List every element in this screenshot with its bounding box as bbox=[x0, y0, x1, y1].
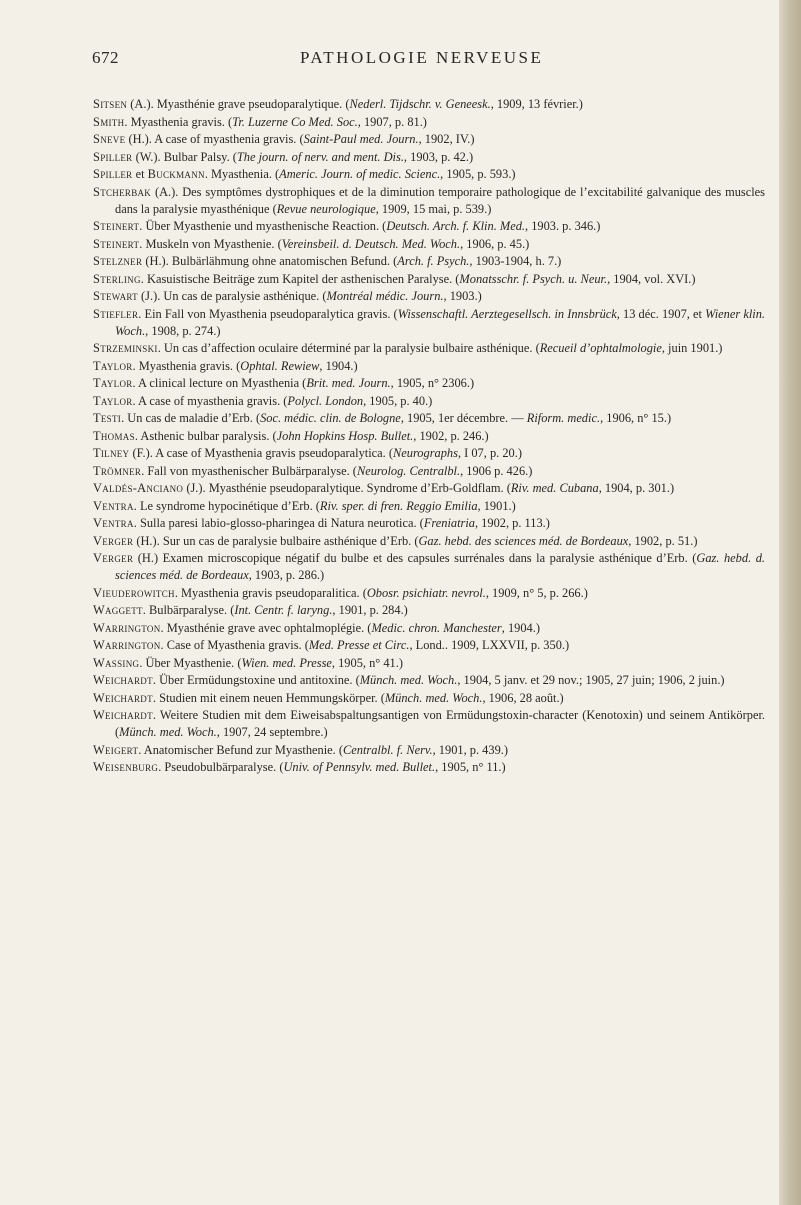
bibliography-entry bbox=[93, 288, 765, 305]
bibliography-entry bbox=[93, 428, 765, 445]
entry-citation: Münch. med. Woch. bbox=[384, 690, 483, 705]
entry-citation: Monatsschr. f. Psych. u. Neur. bbox=[459, 271, 608, 286]
entry-text: . Bulbärparalyse. ( bbox=[142, 603, 235, 617]
entry-text: , 1908, p. 274.) bbox=[145, 323, 221, 338]
page-edge-shadow bbox=[779, 0, 801, 1205]
entry-text: . Über Myasthenie. ( bbox=[139, 655, 242, 670]
entry-citation: Revue neurologique bbox=[276, 201, 376, 216]
entry-citation: Obosr. psichiatr. nevrol. bbox=[366, 585, 486, 600]
bibliography-entry bbox=[93, 742, 765, 759]
entry-text: . Asthenic bulbar paralysis. ( bbox=[134, 428, 277, 443]
entry-text: , 1903.) bbox=[443, 289, 482, 303]
bibliography-entry bbox=[93, 218, 765, 235]
entry-citation: Soc. médic. clin. de Bologne bbox=[260, 411, 401, 425]
entry-author: Verger bbox=[93, 533, 134, 548]
entry-author: Waggett bbox=[93, 603, 143, 617]
entry-text: . Myasthénie grave avec ophtalmoplégie. ( bbox=[160, 620, 372, 635]
bibliography-entry bbox=[93, 375, 765, 392]
entry-citation: Brit. med. Journ. bbox=[306, 376, 391, 390]
entry-author: Stiefler bbox=[93, 306, 139, 321]
entry-text: , 1909, n° 5, p. 266.) bbox=[485, 585, 588, 600]
entry-author: Sneve bbox=[93, 132, 126, 146]
entry-text: . Sulla paresi labio-glosso-pharingea di Natura neurotica. ( bbox=[133, 516, 424, 530]
entry-text: , 1901, p. 439.) bbox=[432, 742, 508, 757]
entry-citation: Münch. med. Woch. bbox=[119, 725, 217, 739]
entry-author: Sterling bbox=[93, 271, 141, 286]
entry-text: . Case of Myasthenia gravis. ( bbox=[160, 638, 309, 652]
entry-citation: Americ. Journ. of medic. Scienc. bbox=[279, 167, 441, 181]
entry-text: , 1903. p. 346.) bbox=[525, 219, 601, 233]
entry-author: Ventra bbox=[93, 498, 134, 513]
entry-text: , 1905, n° 41.) bbox=[331, 655, 403, 670]
entry-text: . Un cas d’affection oculaire déterminé par la paralysie bulbaire asthénique. ( bbox=[157, 341, 540, 355]
entry-citation: Gaz. hebd. d. sciences méd. de Bordeaux bbox=[115, 551, 765, 582]
bibliography-entry bbox=[93, 690, 765, 707]
bibliography-entry bbox=[93, 114, 765, 131]
entry-author: Buckmann bbox=[147, 167, 205, 181]
entry-author: Taylor bbox=[93, 393, 133, 408]
entry-text: . Studien mit einem neuen Hemmungskörper. ( bbox=[152, 690, 385, 705]
entry-text: , 1902, p. 113.) bbox=[474, 516, 550, 530]
entry-text: , 1904, 5 janv. et 29 nov.; 1905, 27 juin; 1906, 2 juin.) bbox=[457, 673, 725, 687]
bibliography-entry bbox=[93, 498, 765, 515]
bibliography-entry bbox=[93, 271, 765, 288]
entry-text: (J.). Myasthénie pseudoparalytique. Syndrome d’Erb-Goldflam. ( bbox=[183, 481, 511, 495]
bibliography-entry bbox=[93, 480, 765, 497]
entry-citation: Recueil d’ophtalmologie bbox=[539, 341, 662, 355]
entry-citation: Vereinsbeil. d. Deutsch. Med. Woch. bbox=[281, 236, 461, 251]
bibliography-entry bbox=[93, 672, 765, 689]
entry-author: Strzeminski bbox=[93, 341, 158, 355]
entry-text: . Pseudobulbärparalyse. ( bbox=[158, 760, 284, 774]
entry-text: , 1903, p. 42.) bbox=[403, 149, 474, 164]
bibliography-entry bbox=[93, 602, 765, 619]
entry-text: , 1906, n° 15.) bbox=[600, 411, 672, 425]
entry-text: , 1906 p. 426.) bbox=[460, 463, 533, 478]
entry-author: Valdés-Anciano bbox=[93, 481, 184, 495]
bibliography-entry bbox=[93, 445, 765, 462]
entry-text: (A.). Myasthénie grave pseudoparalytique. ( bbox=[127, 97, 350, 111]
entry-author: Weigert bbox=[93, 742, 139, 757]
entry-citation: Deutsch. Arch. f. Klin. Med. bbox=[386, 219, 525, 233]
entry-text: . Myasthenia. ( bbox=[204, 167, 280, 181]
entry-text: , 1904, p. 301.) bbox=[598, 481, 675, 495]
entry-text: , 1909, 13 février.) bbox=[490, 97, 583, 111]
entry-text: , 1901.) bbox=[477, 498, 516, 513]
entry-citation: Wiener klin. Woch. bbox=[115, 306, 766, 338]
entry-text: (H.). Bulbärlähmung ohne anatomischen Befund. ( bbox=[142, 254, 398, 268]
bibliography-entry bbox=[93, 306, 765, 340]
entry-author: Taylor bbox=[93, 358, 133, 373]
entry-text: (A.). Des symptômes dystrophiques et de la diminution temporaire pathologique de l’excitabilité galvanique des muscles dans la paralysie myasthénique ( bbox=[115, 184, 765, 216]
entry-citation: Gaz. hebd. des sciences méd. de Bordeaux bbox=[418, 533, 629, 548]
entry-citation: Riv. med. Cubana bbox=[510, 481, 599, 495]
entry-author: Trömner bbox=[93, 463, 142, 478]
entry-author: Spiller bbox=[93, 149, 133, 164]
entry-text: , 1903, p. 286.) bbox=[248, 568, 325, 582]
entry-text: . Myasthenia gravis pseudoparalitica. ( bbox=[174, 585, 367, 600]
entry-citation: Polycl. London bbox=[287, 393, 364, 408]
entry-text: , 1906, p. 45.) bbox=[460, 236, 530, 251]
entry-text: . Un cas de maladie d’Erb. ( bbox=[121, 411, 261, 425]
entry-citation: Riform. medic. bbox=[526, 411, 601, 425]
entry-citation: Univ. of Pennsylv. med. Bullet. bbox=[283, 760, 436, 774]
entry-citation: Montréal médic. Journ. bbox=[326, 289, 444, 303]
entry-author: Weichardt bbox=[93, 690, 153, 705]
entry-author: Steinert bbox=[93, 236, 140, 251]
entry-citation: Ophtal. Rewiew bbox=[240, 358, 320, 373]
entry-author: Weisenburg bbox=[93, 760, 159, 774]
bibliography-list bbox=[93, 96, 765, 777]
entry-citation: Nederl. Tijdschr. v. Geneesk. bbox=[349, 97, 491, 111]
entry-text: , 1905, n° 2306.) bbox=[390, 376, 475, 390]
entry-text: , 1904.) bbox=[319, 358, 358, 373]
entry-citation: Wien. med. Presse bbox=[241, 655, 332, 670]
entry-text: , juin 1901.) bbox=[661, 341, 723, 355]
entry-text: , 1905, p. 40.) bbox=[363, 393, 433, 408]
entry-author: Warrington bbox=[93, 620, 161, 635]
entry-text: , 1902, IV.) bbox=[418, 132, 475, 146]
entry-citation: Med. Presse et Circ. bbox=[308, 638, 410, 652]
entry-text: (H.). A case of myasthenia gravis. ( bbox=[125, 132, 304, 146]
entry-text: . Anatomischer Befund zur Myasthenie. ( bbox=[138, 742, 343, 757]
bibliography-entry bbox=[93, 184, 765, 218]
entry-text: . Myasthenia gravis. ( bbox=[132, 358, 241, 373]
bibliography-entry bbox=[93, 620, 765, 637]
entry-citation: John Hopkins Hosp. Bullet. bbox=[276, 428, 414, 443]
entry-text: , 1901, p. 284.) bbox=[332, 603, 408, 617]
bibliography-entry bbox=[93, 358, 765, 375]
bibliography-entry bbox=[93, 533, 765, 550]
entry-citation: Wissenschaftl. Aerztegesellsch. in Innsbrück bbox=[397, 306, 617, 321]
entry-author: Thomas bbox=[93, 428, 135, 443]
entry-text: . Weitere Studien mit dem Eiweisabspaltungsantigen von Ermüdungstoxin-character (Kenotoxin) und seinem Antikörper. ( bbox=[115, 708, 765, 739]
bibliography-entry bbox=[93, 131, 765, 148]
entry-text: , I 07, p. 20.) bbox=[457, 446, 522, 460]
bibliography-entry bbox=[93, 463, 765, 480]
entry-author: Verger bbox=[93, 551, 134, 565]
entry-text: . Muskeln von Myasthenie. ( bbox=[139, 236, 282, 251]
running-title: PATHOLOGIE NERVEUSE bbox=[300, 48, 544, 67]
entry-author: Weichardt bbox=[93, 673, 153, 687]
bibliography-entry bbox=[93, 340, 765, 357]
entry-text: . Le syndrome hypocinétique d’Erb. ( bbox=[133, 498, 320, 513]
entry-text: . A clinical lecture on Myasthenia ( bbox=[132, 376, 307, 390]
entry-text: , 1904, vol. XVI.) bbox=[607, 271, 696, 286]
bibliography-entry bbox=[93, 166, 765, 183]
entry-citation: The journ. of nerv. and ment. Dis. bbox=[236, 149, 404, 164]
entry-author: Tilney bbox=[93, 446, 130, 460]
entry-author: Weichardt bbox=[93, 708, 153, 722]
entry-author: Steinert bbox=[93, 219, 140, 233]
bibliography-entry bbox=[93, 253, 765, 270]
entry-text: (J.). Un cas de paralysie asthénique. ( bbox=[137, 289, 327, 303]
entry-text: . A case of myasthenia gravis. ( bbox=[132, 393, 288, 408]
bibliography-entry bbox=[93, 655, 765, 672]
entry-text: , 1907, p. 81.) bbox=[357, 114, 427, 129]
entry-text: , 1905, p. 593.) bbox=[440, 167, 516, 181]
bibliography-entry bbox=[93, 515, 765, 532]
entry-text: , 1902, p. 51.) bbox=[628, 533, 698, 548]
entry-text: , 1906, 28 août.) bbox=[482, 690, 564, 705]
page-header bbox=[0, 48, 780, 70]
entry-text: , 1903-1904, h. 7.) bbox=[469, 254, 562, 268]
entry-text: . Fall von myasthenischer Bulbärparalyse. ( bbox=[141, 463, 357, 478]
entry-text: , 1904.) bbox=[501, 620, 540, 635]
entry-author: Taylor bbox=[93, 376, 133, 390]
entry-text: . Kasuistische Beiträge zum Kapitel der asthenischen Paralyse. ( bbox=[140, 271, 460, 286]
entry-text: (W.). Bulbar Palsy. ( bbox=[132, 149, 237, 164]
entry-citation: Arch. f. Psych. bbox=[397, 254, 470, 268]
entry-author: Stewart bbox=[93, 289, 138, 303]
entry-citation: Neurographs bbox=[392, 446, 458, 460]
entry-text: (H.) Examen microscopique négatif du bulbe et des capsules surrénales dans la paralysie asthénique d’Erb. ( bbox=[133, 551, 697, 565]
bibliography-entry bbox=[93, 550, 765, 584]
entry-text: , 13 déc. 1907, et bbox=[616, 306, 706, 321]
entry-text: , 1907, 24 septembre.) bbox=[216, 725, 328, 739]
bibliography-entry bbox=[93, 96, 765, 113]
bibliography-entry bbox=[93, 149, 765, 166]
entry-citation: Medic. chron. Manchester bbox=[371, 620, 502, 635]
entry-citation: Centralbl. f. Nerv. bbox=[343, 742, 433, 757]
entry-author: Warrington bbox=[93, 638, 161, 652]
bibliography-entry bbox=[93, 707, 765, 741]
bibliography-entry bbox=[93, 759, 765, 776]
bibliography-entry bbox=[93, 410, 765, 427]
entry-author: Ventra bbox=[93, 516, 134, 530]
entry-author: Wassing bbox=[93, 655, 140, 670]
entry-text: , 1909, 15 mai, p. 539.) bbox=[375, 201, 492, 216]
entry-citation: Saint-Paul med. Journ. bbox=[303, 132, 419, 146]
entry-text: . Myasthenia gravis. ( bbox=[124, 114, 233, 129]
entry-text: , 1902, p. 246.) bbox=[413, 428, 489, 443]
entry-author: Sitsen bbox=[93, 97, 128, 111]
entry-author: Smith bbox=[93, 114, 125, 129]
entry-author: Stcherbak bbox=[93, 184, 152, 199]
entry-text: . Ein Fall von Myasthenia pseudoparalytica gravis. ( bbox=[138, 306, 398, 321]
entry-author: Testi bbox=[93, 411, 122, 425]
entry-author: Spiller bbox=[93, 167, 133, 181]
entry-text: , Lond.. 1909, LXXVII, p. 350.) bbox=[409, 638, 570, 652]
entry-author: Stelzner bbox=[93, 254, 143, 268]
entry-text: , 1905, 1er décembre. — bbox=[400, 411, 527, 425]
page-number: 672 bbox=[92, 48, 119, 67]
entry-text: , 1905, n° 11.) bbox=[435, 760, 506, 774]
entry-citation: Freniatria bbox=[423, 516, 475, 530]
bibliography-entry bbox=[93, 585, 765, 602]
entry-author: Vieuderowitch bbox=[93, 585, 175, 600]
entry-citation: Riv. sper. di fren. Reggio Emilia bbox=[319, 498, 478, 513]
entry-text: (H.). Sur un cas de paralysie bulbaire asthénique d’Erb. ( bbox=[133, 533, 419, 548]
bibliography-entry bbox=[93, 637, 765, 654]
bibliography-entry bbox=[93, 236, 765, 253]
bibliography-entry bbox=[93, 393, 765, 410]
entry-text: . Über Myasthenie und myasthenische Reaction. ( bbox=[139, 219, 387, 233]
entry-citation: Tr. Luzerne Co Med. Soc. bbox=[232, 114, 358, 129]
entry-citation: Münch. med. Woch. bbox=[359, 673, 458, 687]
entry-text: et bbox=[132, 167, 148, 181]
entry-text: (F.). A case of Myasthenia gravis pseudoparalytica. ( bbox=[129, 446, 393, 460]
entry-citation: Int. Centr. f. laryng. bbox=[234, 603, 333, 617]
entry-citation: Neurolog. Centralbl. bbox=[356, 463, 461, 478]
entry-text: . Über Ermüdungstoxine und antitoxine. ( bbox=[152, 673, 360, 687]
